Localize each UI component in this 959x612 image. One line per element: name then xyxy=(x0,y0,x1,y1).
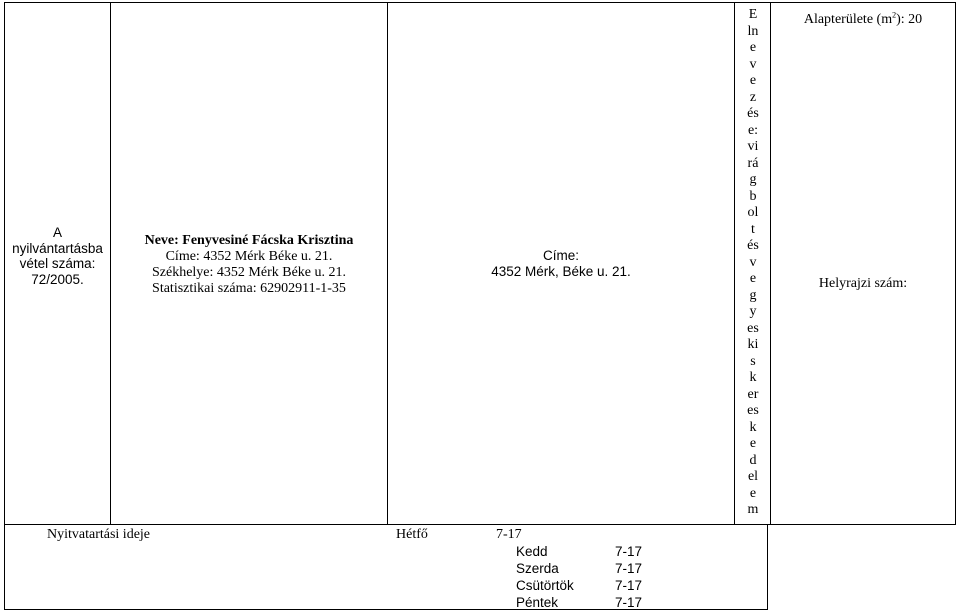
designation-fragment: g xyxy=(749,287,757,303)
registry-line-2: nyilvántartásba xyxy=(12,240,103,256)
registry-line-4: 72/2005. xyxy=(31,271,84,287)
designation-fragment: e xyxy=(749,271,757,286)
operator-stat-number: Statisztikai száma: 62902911-1-35 xyxy=(152,281,346,296)
designation-fragment: e: xyxy=(747,122,759,138)
hours-time: 7-17 xyxy=(615,544,643,559)
designation-fragment: z xyxy=(749,89,757,105)
hours-time: 7-17 xyxy=(615,595,643,610)
shop-address-label: Címe: xyxy=(542,248,579,263)
area-cell xyxy=(770,2,956,525)
hours-day: Kedd xyxy=(516,544,548,559)
designation-fragment: el xyxy=(747,469,759,484)
designation-fragment: ln xyxy=(747,23,759,39)
shop-address-value: 4352 Mérk, Béke u. 21. xyxy=(491,264,631,279)
designation-fragment: és xyxy=(747,238,759,253)
operator-info xyxy=(112,233,386,297)
hours-day: Hétfő xyxy=(396,527,428,542)
designation-fragment: es xyxy=(747,320,759,336)
designation-fragment: y xyxy=(749,304,757,319)
shop-designation-vertical xyxy=(738,7,768,519)
designation-fragment: t xyxy=(751,221,755,237)
designation-fragment: e xyxy=(749,73,757,88)
designation-fragment: b xyxy=(749,188,757,204)
designation-fragment: es xyxy=(747,403,759,418)
designation-fragment: k xyxy=(749,370,757,385)
hours-day: Péntek xyxy=(516,595,559,610)
designation-fragment: m xyxy=(747,502,759,517)
plot-number-label: Helyrajzi szám: xyxy=(818,276,908,291)
designation-fragment: e xyxy=(749,40,757,55)
operator-name: Neve: Fenyvesiné Fácska Krisztina xyxy=(144,233,354,248)
opening-hours-title: Nyitvatartási ideje xyxy=(47,527,151,542)
designation-fragment: k xyxy=(749,419,757,435)
designation-fragment: s xyxy=(750,353,756,369)
designation-fragment: rá xyxy=(747,155,759,171)
designation-fragment: E xyxy=(748,7,758,22)
designation-fragment: v xyxy=(749,56,757,72)
hours-time: 7-17 xyxy=(615,561,643,576)
designation-fragment: ki xyxy=(747,337,759,352)
designation-fragment: d xyxy=(749,452,757,468)
registry-line-1: A xyxy=(52,225,62,240)
designation-fragment: és xyxy=(747,106,759,121)
designation-fragment: er xyxy=(747,386,759,402)
area-label: Alapterülete $(m^2)$: 20 xyxy=(803,10,923,27)
hours-day: Szerda xyxy=(516,561,559,576)
hours-time: 7-17 xyxy=(496,527,522,542)
registry-number xyxy=(6,225,109,287)
designation-fragment: ol xyxy=(747,205,759,220)
designation-fragment: vi xyxy=(747,139,759,154)
designation-fragment: v xyxy=(749,254,757,270)
designation-fragment: e xyxy=(749,485,757,501)
registry-line-3: vétel száma: xyxy=(19,256,96,271)
shop-address xyxy=(389,248,733,280)
operator-address: Címe: 4352 Mérk Béke u. 21. xyxy=(165,249,333,264)
designation-fragment: g xyxy=(749,172,757,187)
hours-time: 7-17 xyxy=(615,578,643,593)
operator-seat: Székhelye: 4352 Mérk Béke u. 21. xyxy=(151,265,346,280)
designation-fragment: e xyxy=(749,436,757,451)
hours-day: Csütörtök xyxy=(516,578,574,593)
